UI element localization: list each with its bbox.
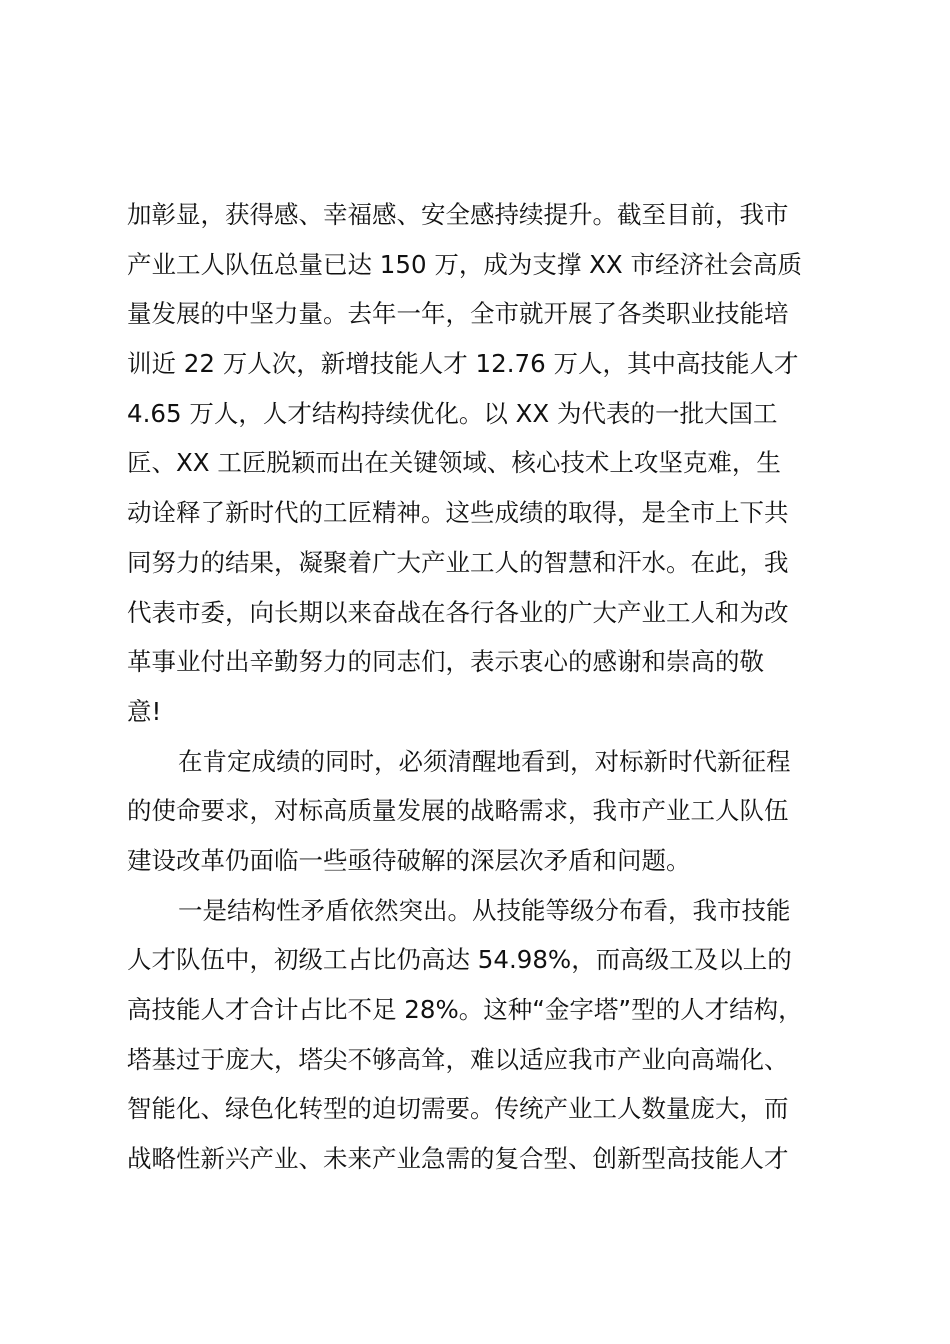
text-line: 革事业付出辛勤努力的同志们，表示衷心的感谢和崇高的敬 [127, 647, 764, 677]
text-line: 人才队伍中，初级工占比仍高达 54.98%，而高级工及以上的 [127, 945, 792, 975]
paragraph-achievements [127, 190, 827, 737]
text-line: 建设改革仍面临一些亟待破解的深层次矛盾和问题。 [127, 845, 691, 875]
text-line: 加彰显，获得感、幸福感、安全感持续提升。截至目前，我市 [127, 200, 789, 229]
text-line: 战略性新兴产业、未来产业急需的复合型、创新型高技能人才 [127, 1144, 789, 1174]
text-line: 产业工人队伍总量已达 150 万，成为支撑 XX 市经济社会高质 [127, 249, 802, 279]
text-line: 在肯定成绩的同时，必须清醒地看到，对标新时代新征程 [178, 746, 791, 776]
paragraph-structural-issues [127, 886, 827, 1184]
text-line: 高技能人才合计占比不足 28%。这种“金字塔”型的人才结构， [127, 995, 803, 1024]
text-line: 匠、XX 工匠脱颖而出在关键领域、核心技术上攻坚克难，生 [127, 448, 781, 478]
paragraph-challenges-intro [127, 737, 827, 886]
text-line: 一是结构性矛盾依然突出。从技能等级分布看，我市技能 [178, 895, 791, 925]
text-line: 训近 22 万人次，新增技能人才 12.76 万人，其中高技能人才 [127, 349, 799, 379]
text-line: 动诠释了新时代的工匠精神。这些成绩的取得，是全市上下共 [127, 498, 789, 528]
text-line: 代表市委，向长期以来奋战在各行各业的广大产业工人和为改 [127, 597, 789, 627]
text-line: 4.65 万人，人才结构持续优化。以 XX 为代表的一批大国工 [127, 398, 778, 428]
document-body [127, 190, 827, 1184]
text-line: 意! [127, 696, 162, 726]
text-line: 智能化、绿色化转型的迫切需要。传统产业工人数量庞大，而 [127, 1094, 789, 1124]
text-line: 量发展的中坚力量。去年一年，全市就开展了各类职业技能培 [127, 299, 789, 329]
text-line: 塔基过于庞大，塔尖不够高耸，难以适应我市产业向高端化、 [127, 1044, 789, 1074]
text-line: 同努力的结果，凝聚着广大产业工人的智慧和汗水。在此，我 [127, 547, 789, 577]
text-line: 的使命要求，对标高质量发展的战略需求，我市产业工人队伍 [127, 796, 789, 826]
